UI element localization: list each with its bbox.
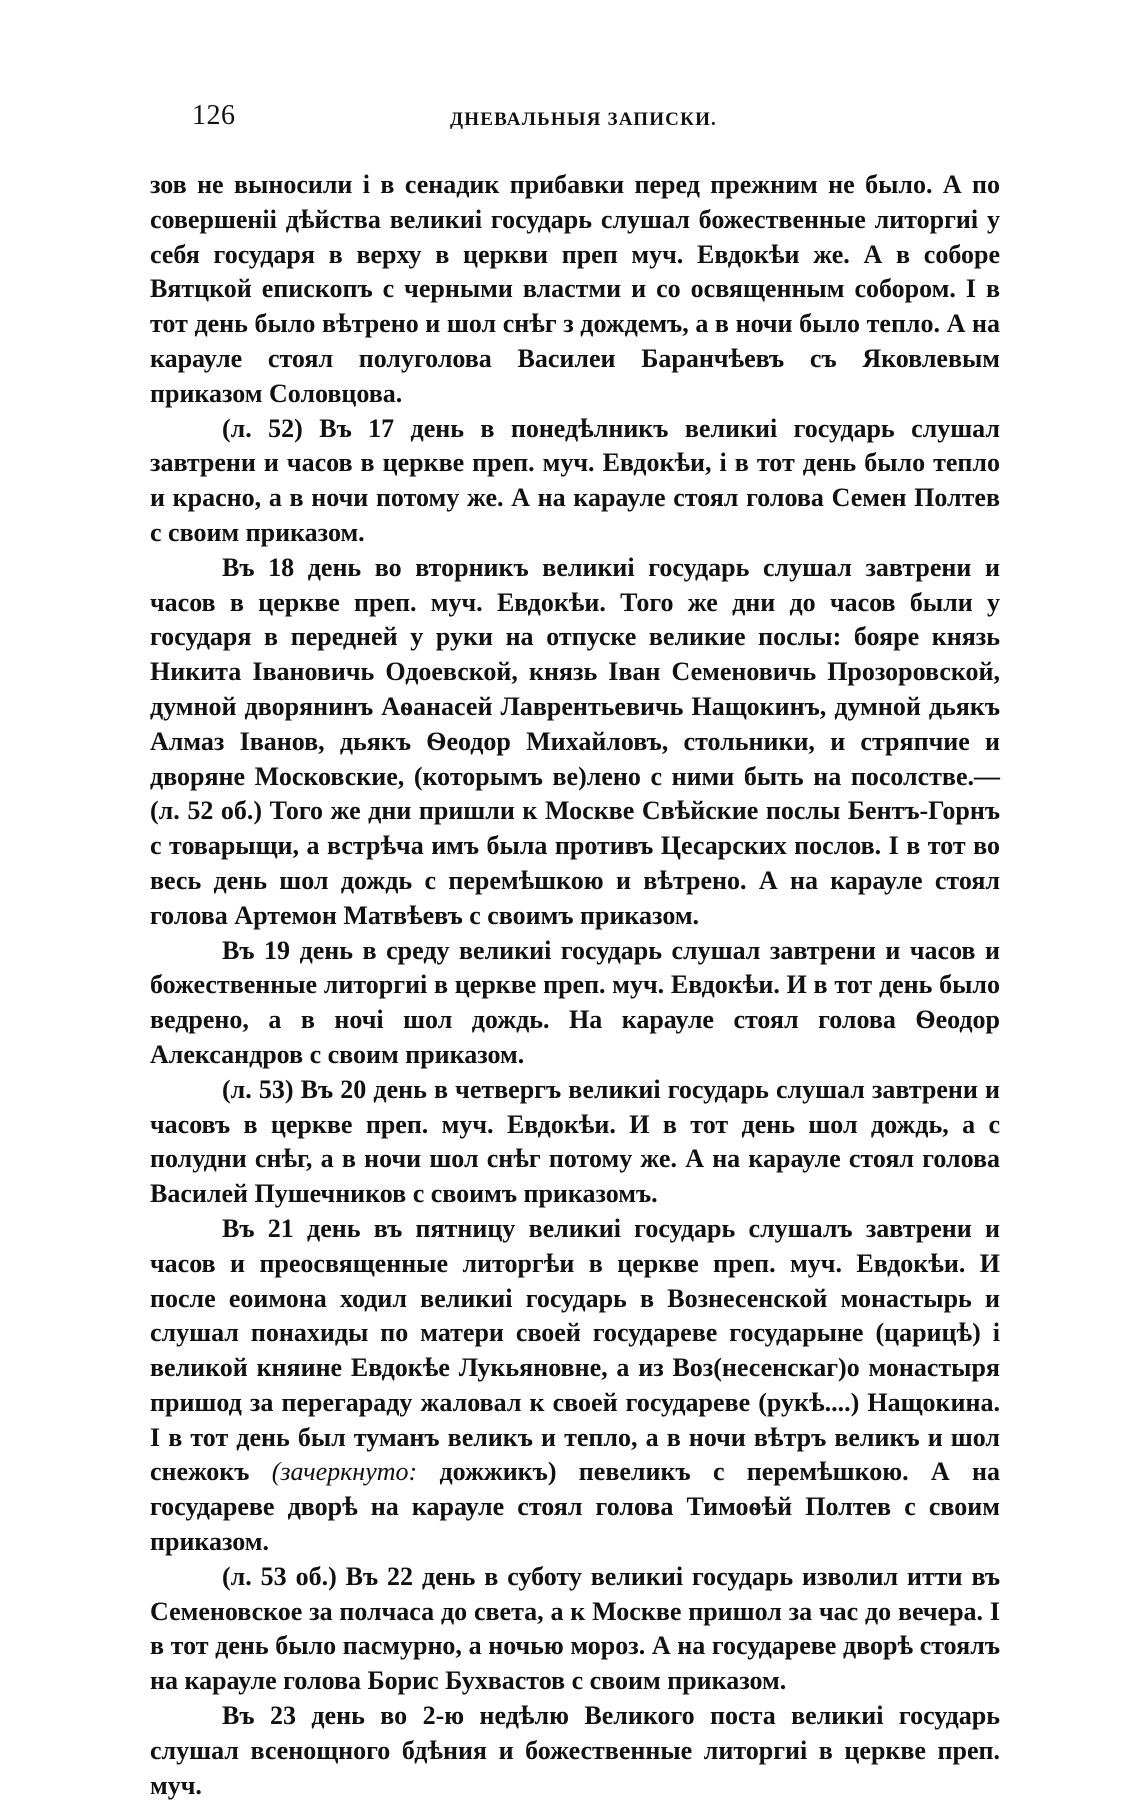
paragraph-6-text-after: дожжикъ) певеликъ с перемѣшкою. А на государеве дворѣ на карауле стоял голова Тимоѳѣй Полтев с своим приказом. [150, 1457, 1000, 1557]
paragraph-6-text-before: Въ 21 день въ пятницу великиі государь слушалъ завтрени и часов и преосвященные литоргѣи в церкве преп. муч. Евдокѣи. И после еоимона ходил великиі государь в Вознесенской монастырь и слушал понахиды по матери своей государеве государыне (царицѣ) і великой княине Евдокѣе Лукьяновне, а из Воз(несенскаг)о монастыря пришод за перегараду жаловал к своей государеве (рукѣ....) Нащокина. І в тот день был туманъ великъ и тепло, а в ночи вѣтръ великъ и шол снежокъ [150, 1213, 1000, 1487]
running-head [150, 100, 1000, 140]
paragraph-4: Въ 19 день в среду великиі государь слушал завтрени и часов и божественные литоргиі в церкве преп. муч. Евдокѣи. И в тот день было ведрено, а в ночі шол дождь. На карауле стоял голова Ѳеодор Александров с своим приказом. [150, 935, 1000, 1069]
paragraph-2: (л. 52) Въ 17 день в понедѣлникъ великиі государь слушал завтрени и часов в церкве преп. муч. Евдокѣи, і в тот день было тепло и красно, а в ночи потому же. А на карауле стоял голова Семен Полтев с своим приказом. [150, 413, 1000, 547]
paragraph-8: Въ 23 день во 2-ю недѣлю Великого поста великиі государь слушал всенощного бдѣния и божественные литоргиі в церкве преп. муч. [150, 1701, 1000, 1800]
paragraph-3: Въ 18 день во вторникъ великиі государь слушал завтрени и часов в церкве преп. муч. Евдокѣи. Того же дни до часов были у государя в передней у руки на отпуске великие послы: бояре князь Никита Івановичь Одоевской, князь Іван Семеновичь Прозоровской, думной дворянинъ Аѳанасей Лаврентьевичь Нащокинъ, думной дьякъ Алмаз Іванов, дьякъ Ѳеодор Михайловъ, стольники, и стряпчие и дворяне Московские, (которымъ ве)лено с ними быть на посолстве.—(л. 52 об.) Того же дни пришли к Москве Свѣйские послы Бентъ-Горнъ с товарыщи, а встрѣча имъ была противъ Цесарских послов. І в тот во весь день шол дождь с перемѣшкою и вѣтрено. А на карауле стоял голова Артемон Матвѣевъ с своимъ приказом. [150, 552, 1000, 930]
page-number: 126 [192, 100, 236, 131]
body-text [150, 168, 1000, 1803]
paragraph-6-editorial-note: (зачеркнуто: [271, 1457, 418, 1487]
paragraph-1: зов не выносили і в сенадик прибавки перед прежним не было. А по совершеніі дѣйства великиі государь слушал божественные литоргиі у себя государя в верху в церкви преп муч. Евдокѣи же. А в соборе Вятцкой епископъ с черными властми и со освященным собором. І в тот день было вѣтрено и шол снѣг з дождемъ, а в ночи было тепло. А на карауле стоял полуголова Василеи Баранчѣевъ съ Яковлевым приказом Соловцова. [150, 170, 1000, 408]
paragraph-7: (л. 53 об.) Въ 22 день в суботу великиі государь изволил итти въ Семеновское за полчаса до света, а к Москве пришол за час до вечера. І в тот день было пасмурно, а ночью мороз. А на государеве дворѣ стоялъ на карауле голова Борис Бухвастов с своим приказом. [150, 1561, 1000, 1696]
paragraph-5: (л. 53) Въ 20 день в четвергъ великиі государь слушал завтрени и часовъ в церкве преп. муч. Евдокѣи. И в тот день шол дождь, а с полудни снѣг, а в ночи шол снѣг потому же. А на карауле стоял голова Василей Пушечников с своимъ приказомъ. [150, 1074, 1000, 1209]
paragraph-6 [150, 1212, 1000, 1560]
running-title: ДНЕВАЛЬНЫЯ ЗАПИСКИ. [450, 109, 718, 130]
